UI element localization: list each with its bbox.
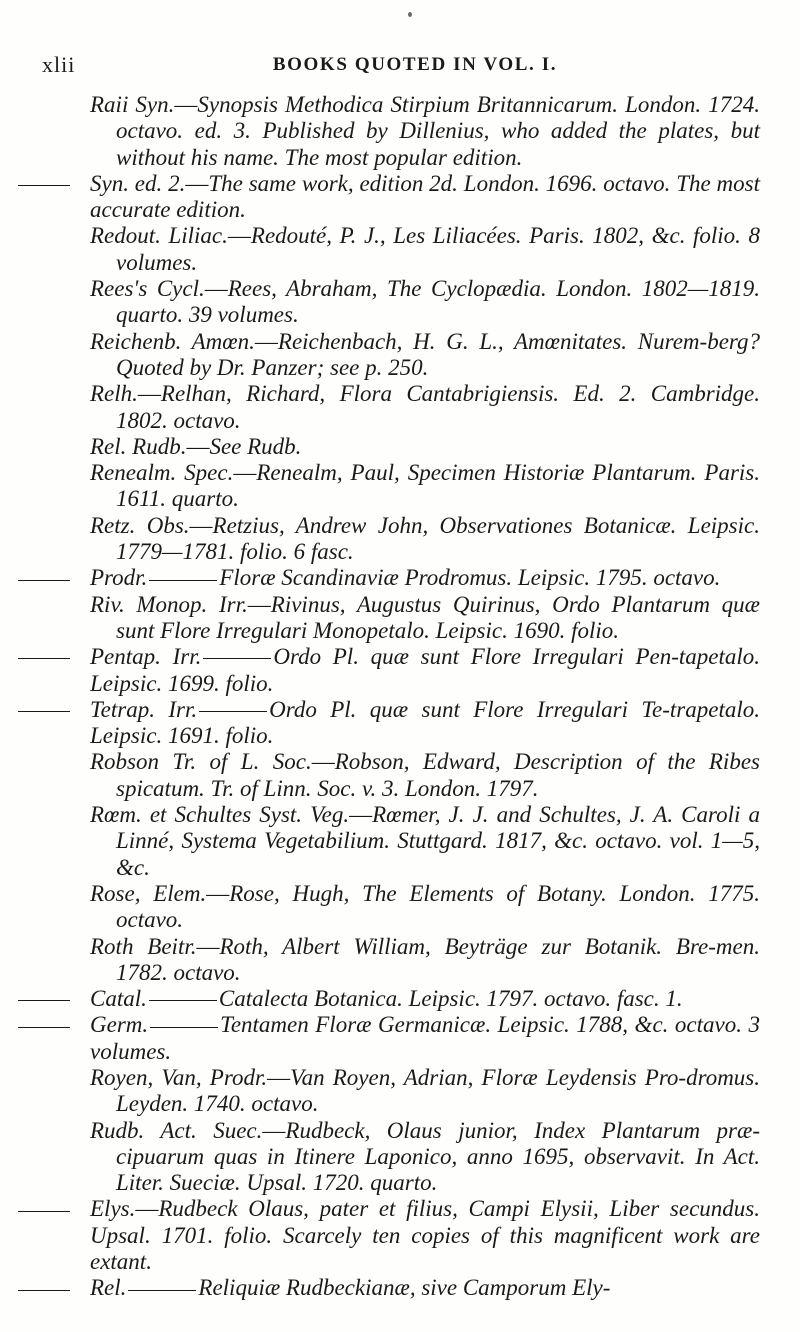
page-header [42,52,758,82]
em-dash: — [247,591,271,617]
em-dash: — [311,749,335,775]
ditto-dash [18,1000,70,1001]
bibliography-entry [90,749,760,802]
entry-description: Rivinus, Augustus Quirinus, Ordo Plantarum quæ sunt Flore Irregulari Monopetalo. Leipsic. 1690. folio. [116,591,760,643]
entry-description: Ordo Pl. quæ sunt Flore Irregulari Te-trapetalo. Leipsic. 1691. folio. [90,696,760,749]
entry-description: Rudbeck Olaus, pater et filius, Campi Elysii, Liber secundus. Upsal. 1701. folio. Scarcely ten copies of this magnificent work are extant. [90,1196,760,1275]
bibliography-list [90,92,760,1302]
bibliography-entry [90,934,760,987]
entry-description: Rudbeck, Olaus junior, Index Plantarum præ-cipuarum quas in Itinere Laponico, anno 1695, observavit. In Act. Liter. Sueciæ. Upsal. 1720. quarto. [116,1117,760,1196]
bibliography-entry [90,1196,760,1275]
entry-description: See Rudb. [209,433,302,459]
em-dash: — [189,512,213,538]
bibliography-entry [90,92,760,171]
bibliography-entry [90,1065,760,1118]
ditto-rule [199,711,267,712]
entry-description: Floræ Scandinaviæ Prodromus. Leipsic. 1795. octavo. [219,565,721,591]
bibliography-entry [90,881,760,934]
bibliography-entry [90,592,760,645]
page-number: xlii [42,52,76,77]
bibliography-entry [90,565,760,591]
entry-abbreviation: Catal. [90,986,147,1012]
em-dash: — [262,1117,286,1143]
bibliography-entry [90,329,760,382]
em-dash: — [233,460,257,486]
entry-abbreviation: Rudb. Act. Suec. [90,1117,263,1143]
entry-abbreviation: Relh. [90,381,138,407]
entry-abbreviation: Rel. [90,1275,127,1301]
entry-abbreviation: Elys. [90,1196,136,1222]
bibliography-entry [90,460,760,513]
entry-description: Rees, Abraham, The Cyclopædia. London. 1802—1819. quarto. 39 volumes. [116,276,761,328]
em-dash: — [254,328,278,354]
ditto-rule [149,580,217,581]
ditto-rule [150,1027,218,1028]
entry-description: Redouté, P. J., Les Liliacées. Paris. 1802, &c. folio. 8 volumes. [116,223,760,275]
entry-abbreviation: Renealm. Spec. [90,460,234,486]
entry-description: Synopsis Methodica Stirpium Britannicarum. London. 1724. octavo. ed. 3. Published by Dillenius, who added the plates, but without his name. The most popular edition. [116,92,760,170]
bibliography-entry [90,1118,760,1197]
bibliography-entry [90,434,760,460]
ditto-dash [18,185,70,186]
ditto-dash [18,1290,70,1291]
ditto-rule [149,1000,217,1001]
ditto-rule [203,658,271,659]
ditto-dash [18,658,70,659]
bibliography-entry [90,171,760,224]
running-head: BOOKS QUOTED IN VOL. I. [272,54,558,75]
entry-abbreviation: Rees's Cycl. [90,276,205,302]
entry-abbreviation: Tetrap. Irr. [90,696,198,722]
bibliography-entry [90,513,760,566]
entry-description: Reliquiæ Rudbeckianæ, sive Camporum Ely- [198,1275,611,1301]
entry-description: Rœmer, J. J. and Schultes, J. A. Caroli a Linné, Systema Vegetabilium. Stuttgard. 1817, &c. octavo. vol. 1—5, &c. [116,802,760,880]
ditto-dash [18,1211,70,1212]
entry-abbreviation: Riv. Monop. Irr. [90,591,248,617]
entry-abbreviation: Retz. Obs. [90,512,190,538]
em-dash: — [186,433,210,459]
em-dash: — [227,223,251,249]
entry-description: Catalecta Botanica. Leipsic. 1797. octavo. fasc. 1. [218,986,683,1012]
em-dash: — [185,170,209,196]
ink-speck [408,12,412,17]
entry-abbreviation: Roth Beitr. [90,933,197,959]
entry-description: Van Royen, Adrian, Floræ Leydensis Pro-dromus. Leyden. 1740. octavo. [116,1064,761,1117]
entry-abbreviation: Rœm. et Schultes Syst. Veg. [90,802,350,828]
entry-description: Renealm, Paul, Specimen Historiæ Plantarum. Paris. 1611. quarto. [116,460,760,512]
bibliography-entry [90,381,760,434]
em-dash: — [206,880,230,906]
entry-abbreviation: Reichenb. Amœn. [90,328,255,354]
ditto-rule [128,1290,196,1291]
entry-description: Robson, Edward, Description of the Ribes spicatum. Tr. of Linn. Soc. v. 3. London. 1797. [116,749,760,801]
entry-description: Ordo Pl. quæ sunt Flore Irregulari Pen-tapetalo. Leipsic. 1699. folio. [90,644,760,696]
em-dash: — [196,933,220,959]
entry-description: The same work, edition 2d. London. 1696. octavo. The most accurate edition. [90,170,760,223]
bibliography-entry [90,276,760,329]
ditto-dash [18,711,70,712]
bibliography-entry [90,697,760,750]
entry-abbreviation: Prodr. [90,565,148,591]
entry-description: Relhan, Richard, Flora Cantabrigiensis. Ed. 2. Cambridge. 1802. octavo. [116,381,760,433]
em-dash: — [137,381,161,407]
bibliography-entry [90,802,760,881]
entry-description: Tentamen Floræ Germanicæ. Leipsic. 1788, &c. octavo. 3 volumes. [90,1012,760,1064]
bibliography-entry [90,1275,760,1301]
entry-description: Roth, Albert William, Beyträge zur Botanik. Bre-men. 1782. octavo. [116,933,760,985]
entry-description: Reichenbach, H. G. L., Amœnitates. Nurem-berg? Quoted by Dr. Panzer; see p. 250. [116,328,760,380]
bibliography-entry [90,644,760,697]
em-dash: — [349,802,373,828]
entry-abbreviation: Pentap. Irr. [90,644,202,670]
bibliography-entry [90,1012,760,1065]
bibliography-entry [90,223,760,276]
em-dash: — [267,1064,291,1090]
entry-abbreviation: Syn. ed. 2. [90,170,186,196]
ditto-dash [18,580,70,581]
entry-abbreviation: Germ. [90,1012,149,1038]
em-dash: — [174,92,198,117]
entry-abbreviation: Rose, Elem. [90,880,207,906]
entry-abbreviation: Rel. Rudb. [90,433,187,459]
em-dash: — [204,276,228,302]
entry-description: Retzius, Andrew John, Observationes Botanicæ. Leipsic. 1779—1781. folio. 6 fasc. [116,512,760,565]
em-dash: — [135,1196,159,1222]
bibliography-entry [90,986,760,1012]
entry-abbreviation: Redout. Liliac. [90,223,228,249]
entry-abbreviation: Royen, Van, Prodr. [90,1064,268,1090]
entry-abbreviation: Raii Syn. [90,92,175,117]
entry-abbreviation: Robson Tr. of L. Soc. [90,749,312,775]
ditto-dash [18,1027,70,1028]
entry-description: Rose, Hugh, The Elements of Botany. London. 1775. octavo. [116,880,761,933]
